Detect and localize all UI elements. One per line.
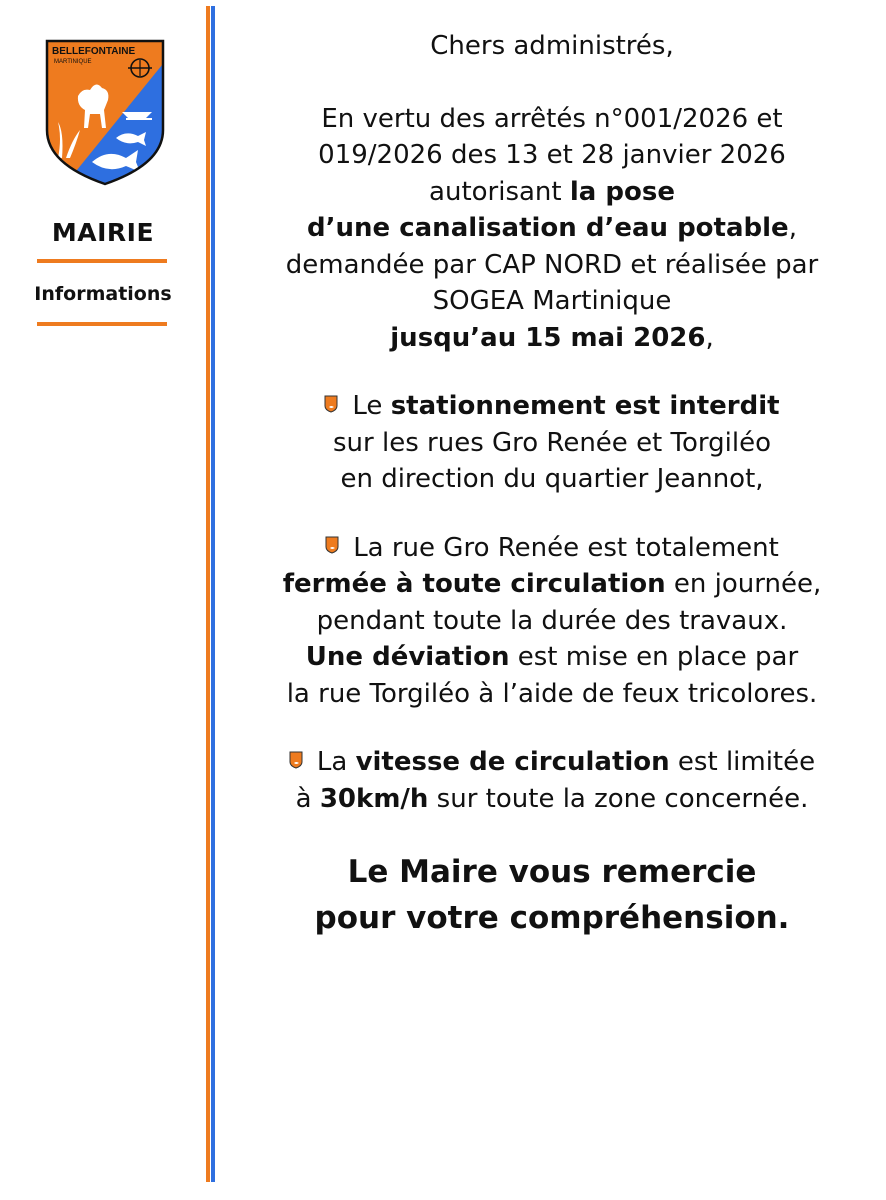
crest-bullet-icon <box>289 751 303 769</box>
closure-line-3: pendant toute la durée des travaux. <box>316 605 788 636</box>
greeting: Chers administrés, <box>430 31 674 61</box>
mairie-title: MAIRIE <box>51 218 155 247</box>
informations-subtitle: Informations <box>34 283 172 305</box>
blue-vertical-line <box>211 6 215 1182</box>
orange-vertical-line <box>206 6 210 1182</box>
speed-line-2: à 30km/h sur toute la zone concernée. <box>295 783 809 814</box>
sidebar <box>0 0 200 1200</box>
speed-section <box>232 744 872 817</box>
closing-line-1: Le Maire vous remercie <box>347 854 757 890</box>
intro-line-6: SOGEA Martinique <box>432 286 672 316</box>
parking-section <box>232 388 872 498</box>
parking-line-3: en direction du quartier Jeannot, <box>340 464 764 494</box>
intro-line-7: jusqu’au 15 mai 2026, <box>390 322 714 353</box>
crest-bullet-icon <box>325 536 339 554</box>
notice-body <box>232 28 872 941</box>
crest-subtitle: MARTINIQUE <box>54 59 92 65</box>
intro-line-3: autorisant la pose <box>429 176 675 207</box>
closure-line-2: fermée à toute circulation en journée, <box>282 569 822 599</box>
speed-line-1: La vitesse de circulation est limitée <box>232 744 872 781</box>
bellefontaine-crest-logo <box>44 38 166 186</box>
crest-title: BELLEFONTAINE <box>52 46 136 57</box>
closure-section <box>232 530 872 713</box>
intro-line-5: demandée par CAP NORD et réalisée par <box>285 249 819 280</box>
closure-line-4: Une déviation est mise en place par <box>305 642 799 672</box>
crest-bullet-icon <box>324 395 338 413</box>
closure-line-1: La rue Gro Renée est totalement <box>232 530 872 567</box>
parking-line-2: sur les rues Gro Renée et Torgiléo <box>333 427 771 458</box>
parking-line-1: Le stationnement est interdit <box>232 388 872 425</box>
closing-line-2: pour votre compréhension. <box>314 900 790 936</box>
intro-line-4: d’une canalisation d’eau potable, <box>307 213 797 243</box>
intro-line-2: 019/2026 des 13 et 28 janvier 2026 <box>318 140 786 170</box>
orange-divider-top <box>37 259 167 263</box>
orange-divider-bottom <box>37 322 167 326</box>
closure-line-5: la rue Torgiléo à l’aide de feux tricolores. <box>286 678 818 709</box>
intro-paragraph <box>232 101 872 357</box>
intro-line-1: En vertu des arrêtés n°001/2026 et <box>321 103 783 134</box>
closing-message <box>232 849 872 941</box>
